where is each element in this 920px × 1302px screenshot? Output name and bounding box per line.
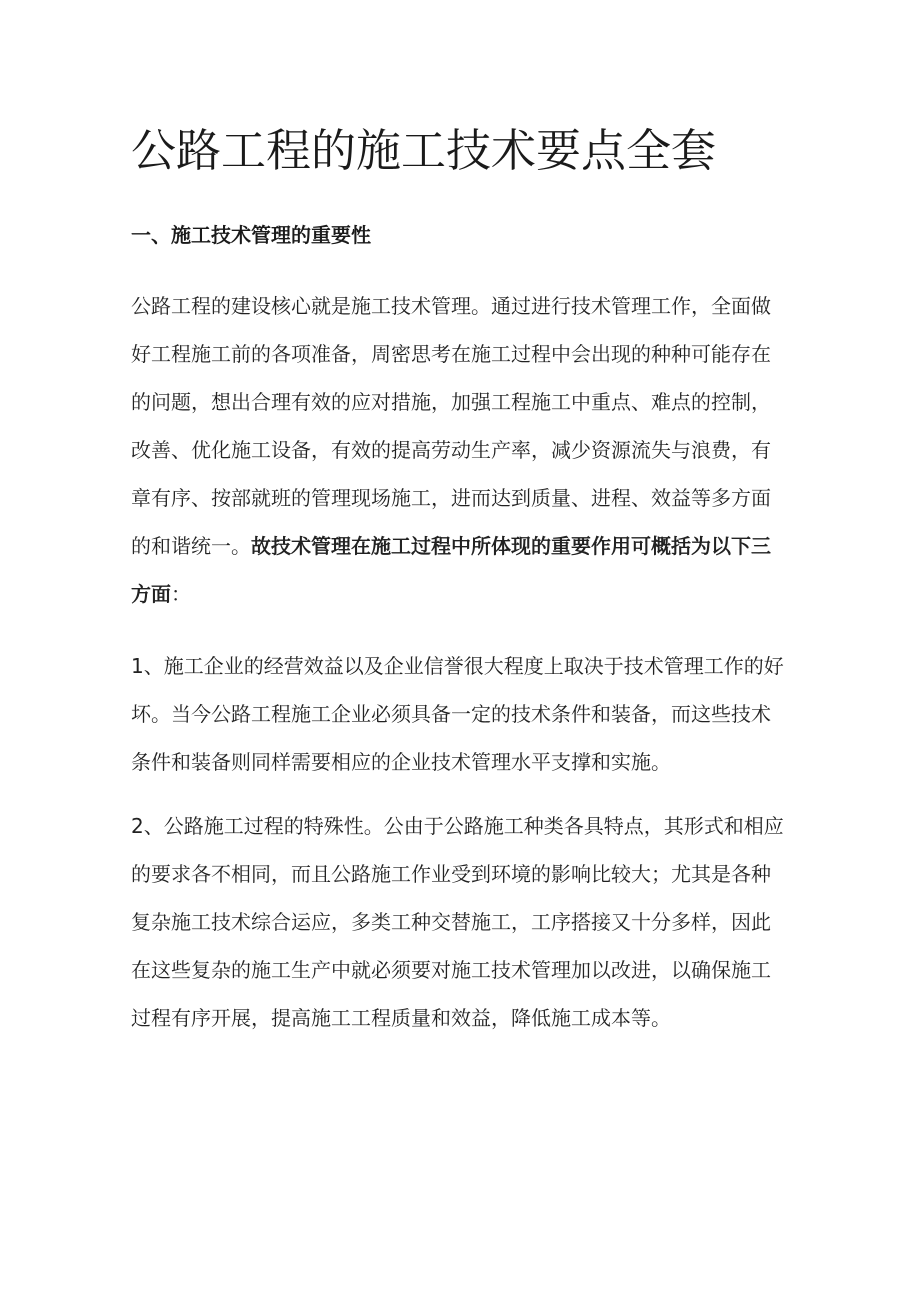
paragraph-line: 的要求各不相同，而且公路施工作业受到环境的影响比较大；尤其是各种 [131, 862, 771, 886]
emphasis-text: 方面 [131, 582, 171, 606]
paragraph-line: 条件和装备则同样需要相应的企业技术管理水平支撑和实施。 [131, 750, 671, 774]
paragraph-line: 2、公路施工过程的特殊性。公由于公路施工种类各具特点，其形式和相应 [131, 814, 784, 838]
section-heading: 一、施工技术管理的重要性 [131, 223, 371, 247]
paragraph-line: 在这些复杂的施工生产中就必须要对施工技术管理加以改进，以确保施工 [131, 958, 771, 982]
paragraph-line: 坏。当今公路工程施工企业必须具备一定的技术条件和装备，而这些技术 [131, 702, 771, 726]
emphasis-text: 故技术管理在施工过程中所体现的重要作用可概括为以下三 [251, 534, 771, 558]
paragraph-line: 复杂施工技术综合运应，多类工种交替施工，工序搭接又十分多样，因此 [131, 910, 771, 934]
document-title: 公路工程的施工技术要点全套 [131, 124, 717, 177]
point-2-paragraph [131, 802, 791, 1042]
point-1-paragraph [131, 642, 791, 786]
paragraph-line: 过程有序开展，提高施工工程质量和效益，降低施工成本等。 [131, 1006, 671, 1030]
paragraph-text: 的和谐统一。 [131, 534, 251, 558]
paragraph-text: ： [171, 582, 191, 606]
paragraph-line [131, 522, 791, 570]
paragraph-line: 改善、优化施工设备，有效的提高劳动生产率，减少资源流失与浪费，有 [131, 438, 771, 462]
paragraph-line: 1、施工企业的经营效益以及企业信誉很大程度上取决于技术管理工作的好 [131, 654, 784, 678]
paragraph-line [131, 570, 791, 618]
paragraph-line: 好工程施工前的各项准备，周密思考在施工过程中会出现的种种可能存在 [131, 342, 771, 366]
paragraph-line: 公路工程的建设核心就是施工技术管理。通过进行技术管理工作，全面做 [131, 294, 771, 318]
intro-paragraph [131, 282, 791, 618]
paragraph-line: 章有序、按部就班的管理现场施工，进而达到质量、进程、效益等多方面 [131, 486, 771, 510]
paragraph-line: 的问题，想出合理有效的应对措施，加强工程施工中重点、难点的控制， [131, 390, 771, 414]
